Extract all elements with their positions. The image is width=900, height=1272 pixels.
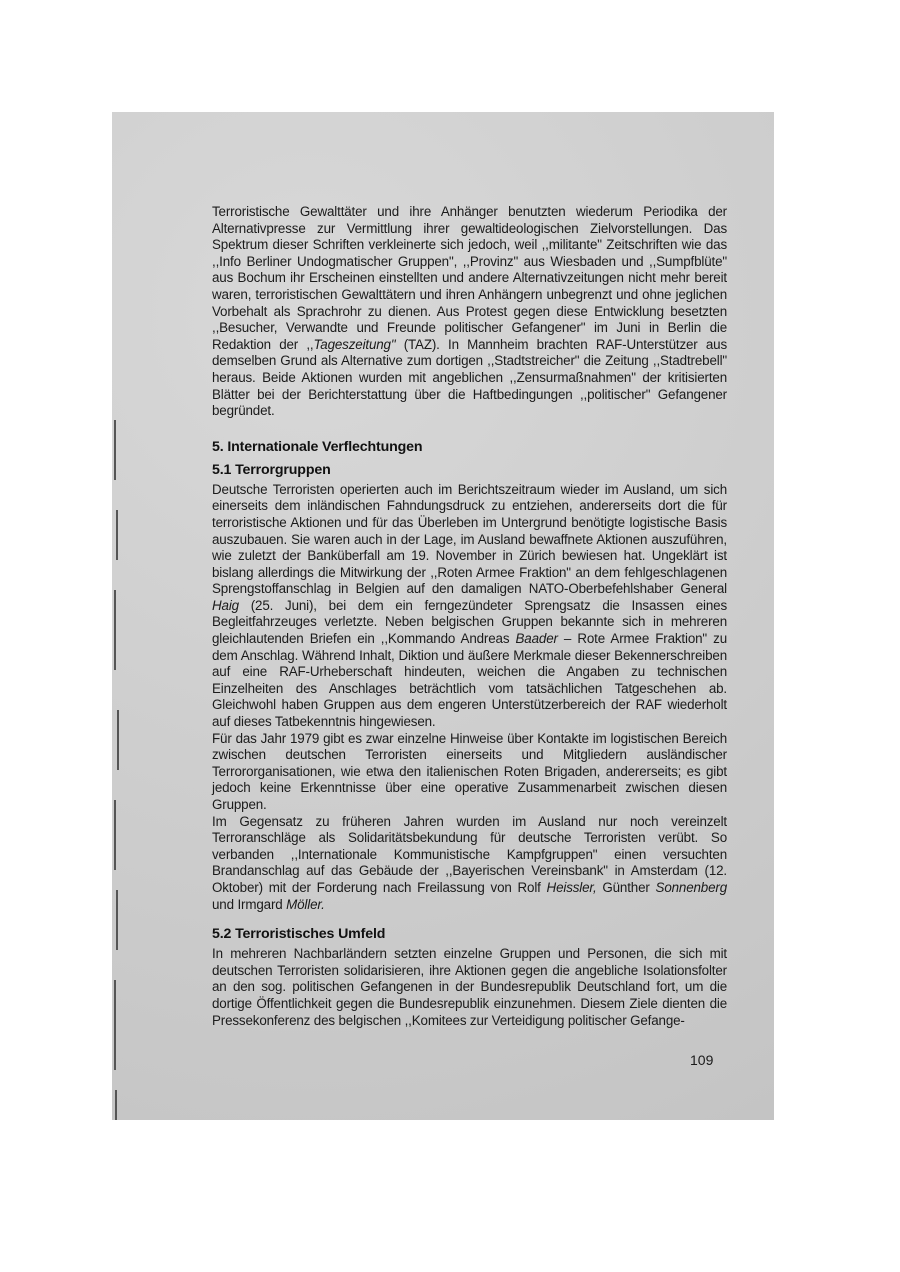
- text-run: Günther: [596, 879, 656, 895]
- paragraph: [212, 204, 727, 420]
- italic-name: Möller.: [286, 896, 325, 912]
- paragraph: [212, 482, 727, 731]
- paragraph: [212, 814, 727, 914]
- text-run: – Rote Armee Fraktion" zu dem Anschlag. Während Inhalt, Diktion und äußere Merkmale dieser Bekennerschreiben auf eine RAF-Urheberschaft hindeuten, weichen die Angaben zu technischen Einzelheiten des Anschlages beträchtlich vom tatsächlichen Tatgeschehen ab. Gleichwohl haben Gruppen aus dem engeren Unterstützerbereich der RAF wiederholt auf dieses Tatbekenntnis hingewiesen.: [212, 631, 727, 730]
- text-run: (25. Juni), bei dem ein ferngezündeter Sprengsatz die Insassen eines Begleitfahrzeuges verletzte. Neben belgischen Gruppen bekannte sich in mehreren gleichlautenden Briefen ein ,,Kommando Andreas: [212, 597, 727, 647]
- text-run: Deutsche Terroristen operierten auch im Berichtszeitraum wieder im Ausland, um sich einerseits dem inländischen Fahndungsdruck zu entziehen, andererseits dort die für terroristische Aktionen und für das Überleben im Untergrund benötigte logistische Basis auszubauen. Sie waren auch in der Lage, im Ausland bewaffnete Aktionen auszuführen, wie zuletzt der Banküberfall am 19. November in Zürich bewiesen hat. Ungeklärt ist bislang allerdings die Mitwirkung der ,,Roten Armee Fraktion" an dem fehlgeschlagenen Sprengstoffanschlag in Belgien auf den damaligen NATO-Oberbefehlshaber General: [212, 481, 727, 597]
- italic-name: Heissler,: [546, 879, 597, 895]
- italic-name: Sonnenberg: [655, 879, 727, 895]
- subsection-heading: 5.2 Terroristisches Umfeld: [212, 926, 386, 943]
- section-heading: 5. Internationale Verflechtungen: [212, 438, 423, 455]
- page-text: [212, 204, 727, 1029]
- page-number: 109: [690, 1052, 714, 1068]
- paragraph: [212, 946, 727, 1029]
- text-run: und Irmgard: [212, 896, 287, 912]
- italic-name: Haig: [212, 597, 239, 613]
- text-run: Im Gegensatz zu früheren Jahren wurden im Ausland nur noch vereinzelt Terroranschläge als Solidaritätsbekundung für deutsche Terroristen verübt. So verbanden ,,Internationale Kommunistische Kampfgruppen" einen versuchten Brandanschlag auf das Gebäude der ,,Bayerischen Vereinsbank" in Amsterdam (12. Oktober) mit der Forderung nach Freilassung von Rolf: [212, 813, 727, 895]
- binding-edge: [112, 420, 124, 1120]
- text-run: (TAZ). In Mannheim brachten RAF-Unterstützer aus demselben Grund als Alternative zum dortigen ,,Stadtstreicher" die Zeitung ,,Stadtrebell" heraus. Beide Aktionen wurden mit angeblichen ,,Zensurmaßnahmen" der kritisierten Blätter bei der Berichterstattung über die Haftbedingungen ,,politischer" Gefangener begründet.: [212, 336, 727, 419]
- paragraph: [212, 731, 727, 814]
- text-run: In mehreren Nachbarländern setzten einzelne Gruppen und Personen, die sich mit deutschen Terroristen solidarisieren, ihre Aktionen gegen die angebliche Isolationsfolter an den sog. politischen Gefangenen in der Bundesrepublik Deutschland fort, um die dortige Öffentlichkeit gegen die Bundesrepublik einzunehmen. Diesem Ziele dienten die Pressekonferenz des belgischen ,,Komitees zur Verteidigung politischer Gefange-: [212, 946, 727, 1028]
- subsection-heading: 5.1 Terrorgruppen: [212, 461, 331, 478]
- italic-name: Baader: [515, 631, 558, 647]
- italic-name: Tageszeitung": [313, 336, 396, 352]
- text-run: Terroristische Gewalttäter und ihre Anhänger benutzten wiederum Periodika der Alternativpresse zur Vermittlung ihrer gewaltideologischen Zielvorstellungen. Das Spektrum dieser Schriften verkleinerte sich jedoch, weil ,,militante" Zeitschriften wie das ,,Info Berliner Undogmatischer Gruppen", ,,Provinz" aus Wiesbaden und ,,Sumpfblüte" aus Bochum ihr Erscheinen einstellten und andere Alternativzeitungen nicht mehr bereit waren, terroristischen Gewalttätern und ihren Anhängern unbegrenzt und ohne jeglichen Vorbehalt als Sprachrohr zu dienen. Aus Protest gegen diese Entwicklung besetzten ,,Besucher, Verwandte und Freunde politischer Gefangener" im Juni in Berlin die Redaktion der ,,: [212, 204, 727, 352]
- text-run: Für das Jahr 1979 gibt es zwar einzelne Hinweise über Kontakte im logistischen Bereich zwischen deutschen Terroristen einerseits und Mitgliedern ausländischer Terrororganisationen, wie etwa den italienischen Roten Brigaden, andererseits; es gibt jedoch keine Erkenntnisse über eine operative Zusammenarbeit zwischen diesen Gruppen.: [212, 730, 727, 812]
